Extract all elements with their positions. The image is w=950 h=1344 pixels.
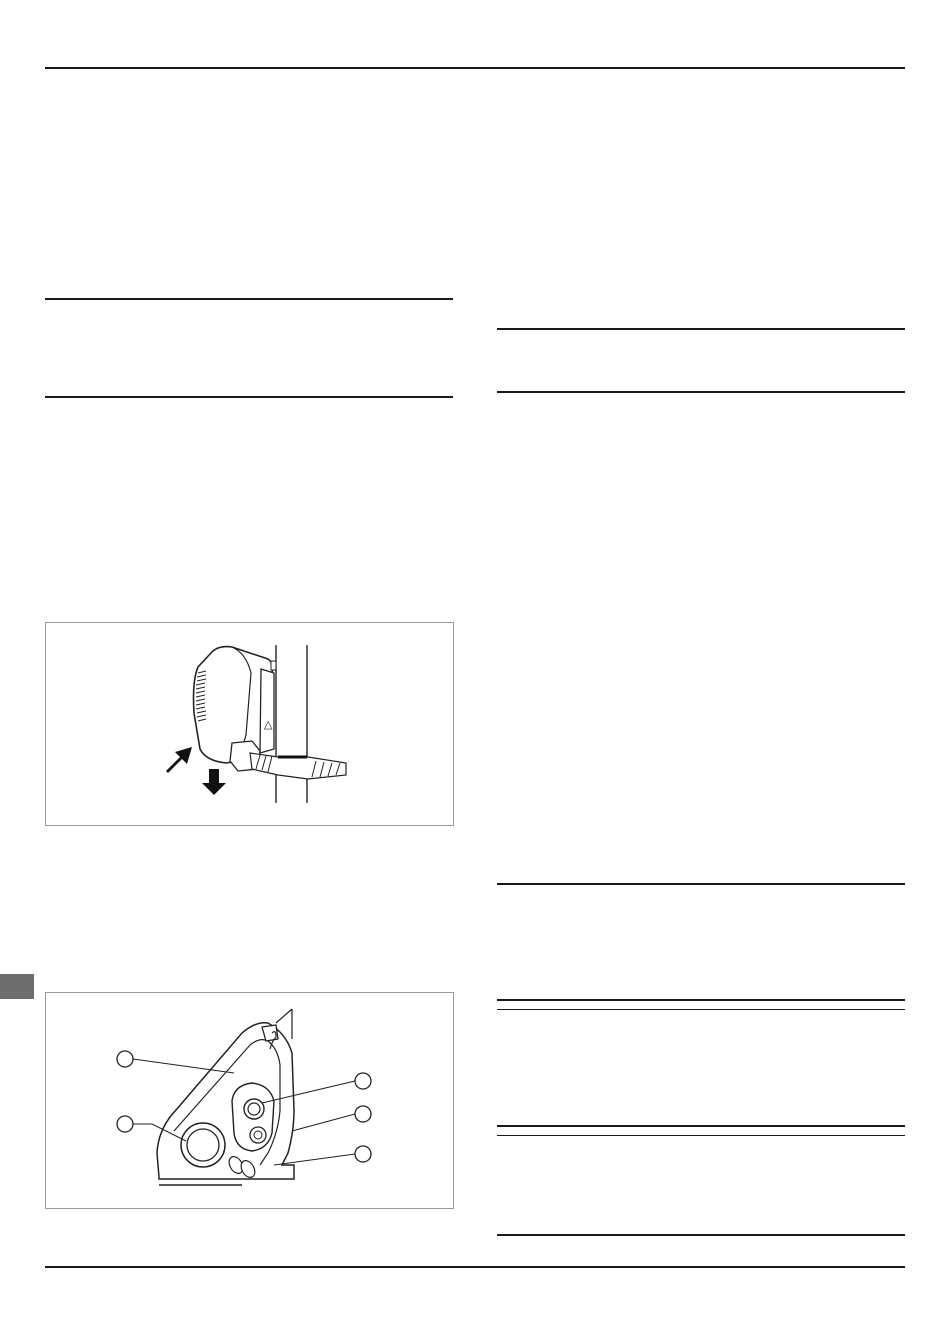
footer-rule <box>45 1266 905 1268</box>
svg-text:△: △ <box>264 719 273 731</box>
device-removal-illustration-icon <box>46 623 453 825</box>
push-arrow-icon <box>166 747 192 773</box>
left-section-rule-1 <box>45 298 453 300</box>
callout-circle-5 <box>355 1146 371 1162</box>
right-note-rule-mid-b <box>497 1135 905 1136</box>
callout-circle-4 <box>355 1106 371 1122</box>
header-rule <box>45 67 905 69</box>
figure-mechanism-cross-section <box>45 992 454 1209</box>
right-note-rule-mid-a <box>497 1125 905 1127</box>
section-tab-marker <box>0 974 34 999</box>
right-section-rule-3 <box>497 883 905 885</box>
pull-down-arrow-icon <box>202 769 226 795</box>
right-note-rule-top-a <box>497 999 905 1001</box>
right-section-rule-4 <box>497 1234 905 1236</box>
figure-device-removal <box>45 622 454 826</box>
right-section-rule-1 <box>497 328 905 330</box>
mechanism-cross-section-icon <box>46 993 453 1208</box>
left-section-rule-2 <box>45 396 453 398</box>
right-note-rule-top-b <box>497 1009 905 1010</box>
callout-circle-2 <box>117 1116 133 1132</box>
callout-circle-1 <box>117 1051 133 1067</box>
right-section-rule-2 <box>497 391 905 393</box>
callout-circle-3 <box>355 1073 371 1089</box>
